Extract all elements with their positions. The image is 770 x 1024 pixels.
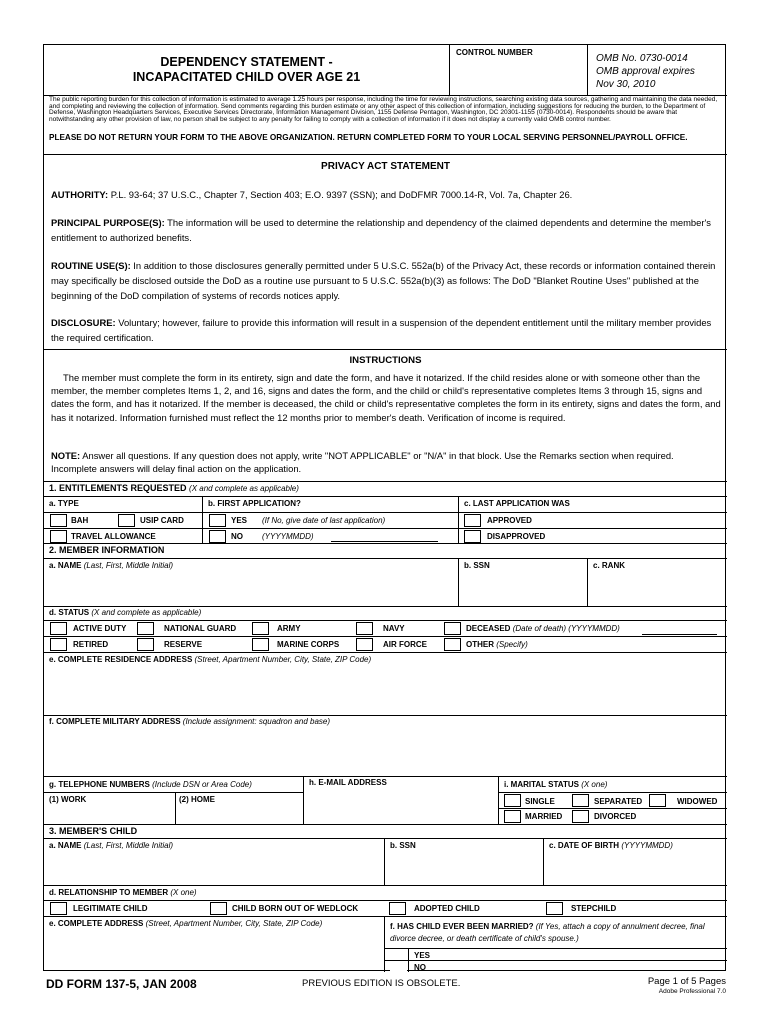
- deceased-label: [466, 624, 620, 634]
- child-name-label: [49, 841, 173, 851]
- residence-address-label: [49, 655, 371, 665]
- instructions-heading: INSTRUCTIONS: [349, 355, 422, 366]
- date-format-hint: (YYYYMMDD): [262, 532, 314, 541]
- other-title: OTHER: [466, 640, 494, 649]
- telephone-label: [49, 780, 252, 790]
- form-title: [44, 55, 449, 85]
- approved-checkbox[interactable]: [464, 514, 481, 527]
- member-name-note: (Last, First, Middle Initial): [83, 561, 174, 570]
- page-number: Page 1 of 5 Pages: [647, 976, 726, 987]
- last-application-date-field[interactable]: [331, 541, 438, 542]
- military-note: (Include assignment: squadron and base): [182, 717, 330, 726]
- authority-text: P.L. 93-64; 37 U.S.C., Chapter 7, Section 403; E.O. 9397 (SSN); and DoDFMR 7000.14-R, Vol. 7a, Chapter 26.: [110, 189, 573, 200]
- marital-title: i. MARITAL STATUS: [504, 780, 579, 789]
- disapproved-checkbox[interactable]: [464, 530, 481, 543]
- child-dob-title: c. DATE OF BIRTH: [549, 841, 620, 850]
- relationship-note: (X one): [170, 888, 197, 897]
- separated-checkbox[interactable]: [572, 794, 589, 807]
- disclosure-text: Voluntary; however, failure to provide this information will result in a suspension of the dependent entitlement until the military member provides the required certification.: [51, 317, 712, 343]
- return-warning: PLEASE DO NOT RETURN YOUR FORM TO THE ABOVE ORGANIZATION. RETURN COMPLETED FORM TO YOUR LOCAL SERVING PERSONNEL/PAYROLL OFFICE.: [49, 133, 688, 142]
- widowed-checkbox[interactable]: [649, 794, 666, 807]
- reserve-checkbox[interactable]: [137, 638, 154, 651]
- out-of-wedlock-label: CHILD BORN OUT OF WEDLOCK: [232, 904, 359, 913]
- child-address-title: e. COMPLETE ADDRESS: [49, 919, 144, 928]
- first-app-no-checkbox[interactable]: [209, 530, 226, 543]
- travel-allowance-checkbox[interactable]: [50, 530, 67, 543]
- form-title-line2: INCAPACITATED CHILD OVER AGE 21: [132, 70, 361, 84]
- control-number-label: CONTROL NUMBER: [456, 48, 533, 57]
- deceased-title: DECEASED: [466, 624, 511, 633]
- purpose-text: The information will be used to determine the relationship and dependency of the claimed dependents and determine the member's entitlement to authorized benefits.: [51, 217, 711, 243]
- authority-paragraph: [51, 187, 721, 202]
- first-application-label: b. FIRST APPLICATION?: [208, 499, 301, 508]
- active-duty-label: ACTIVE DUTY: [73, 624, 127, 633]
- usip-card-label: USIP CARD: [140, 516, 184, 525]
- section3-heading: 3. MEMBER'S CHILD: [49, 826, 138, 836]
- omb-number: OMB No. 0730-0014: [596, 53, 688, 64]
- child-married-no-checkbox[interactable]: [390, 961, 407, 971]
- form-title-line1: DEPENDENCY STATEMENT -: [160, 55, 333, 69]
- child-dob-note: (YYYYMMDD): [621, 841, 673, 850]
- army-label: ARMY: [277, 624, 301, 633]
- member-name-label: [49, 561, 173, 571]
- stepchild-checkbox[interactable]: [546, 902, 563, 915]
- national-guard-checkbox[interactable]: [137, 622, 154, 635]
- disclosure-label: DISCLOSURE:: [51, 317, 116, 328]
- legitimate-child-checkbox[interactable]: [50, 902, 67, 915]
- home-phone-label: (2) HOME: [179, 795, 215, 804]
- date-of-death-field[interactable]: [642, 634, 717, 635]
- type-label: a. TYPE: [49, 499, 79, 508]
- note-text: Answer all questions. If any question does not apply, write "NOT APPLICABLE" or "N/A" in that block. Use the Remarks section when required. Incomplete answers will delay final action on the application.: [51, 450, 674, 475]
- military-address-label: [49, 717, 330, 727]
- first-app-yes-checkbox[interactable]: [209, 514, 226, 527]
- note-label: NOTE:: [51, 450, 81, 461]
- widowed-label: WIDOWED: [677, 797, 718, 806]
- child-married-no-label: NO: [414, 963, 426, 972]
- form-id: DD FORM 137-5, JAN 2008: [46, 977, 197, 991]
- bah-checkbox[interactable]: [50, 514, 67, 527]
- telephone-note: (Include DSN or Area Code): [152, 780, 252, 789]
- legitimate-child-label: LEGITIMATE CHILD: [73, 904, 148, 913]
- air-force-checkbox[interactable]: [356, 638, 373, 651]
- marital-status-label: [504, 780, 607, 790]
- omb-expires: OMB approval expires: [596, 66, 695, 77]
- routine-use-paragraph: [51, 258, 721, 303]
- status-note: (X and complete as applicable): [91, 608, 202, 617]
- other-checkbox[interactable]: [444, 638, 461, 651]
- deceased-note: (Date of death) (YYYYMMDD): [512, 624, 620, 633]
- routine-label: ROUTINE USE(S):: [51, 260, 131, 271]
- status-title: d. STATUS: [49, 608, 90, 617]
- burden-statement: The public reporting burden for this collection of information is estimated to average 1.25 hours per response, including the time for reviewing instructions, searching existing data sources, gathering and maintaining the data needed, and completing and reviewing the collection of information. Send comments regarding this burden estimate or any other aspect of this collection of information, including suggestions for reducing the burden, to the Department of Defense, Washington Headquarters Services, Executive Services Directorate, Information Management Division, 1155 Defense Pentagon, Washington, DC 20301-1155 (0730-0014). Respondents should be aware that notwithstanding any other provision of law, no person shall be subject to any penalty for failing to comply with a collection of information if it does not display a currently valid OMB control number.: [49, 96, 718, 124]
- divorced-label: DIVORCED: [594, 812, 637, 821]
- section1-title: 1. ENTITLEMENTS REQUESTED: [49, 483, 187, 493]
- residence-note: (Street, Apartment Number, City, State, ZIP Code): [194, 655, 372, 664]
- other-label: [466, 640, 528, 650]
- first-app-no-label: NO: [231, 532, 243, 541]
- retired-label: RETIRED: [73, 640, 109, 649]
- deceased-checkbox[interactable]: [444, 622, 461, 635]
- routine-text: In addition to those disclosures generally permitted under 5 U.S.C. 552a(b) of the Privacy Act, these records or information contained therein may specifically be disclosed outside the DoD as a routine use pursuant to 5 U.S.C. 552a(b)(3) as follows: The DoD "Blanket Routine Uses" published at the beginning of the DoD compilation of systems of records notices apply.: [51, 260, 716, 301]
- navy-checkbox[interactable]: [356, 622, 373, 635]
- authority-label: AUTHORITY:: [51, 189, 109, 200]
- active-duty-checkbox[interactable]: [50, 622, 67, 635]
- stepchild-label: STEPCHILD: [571, 904, 617, 913]
- national-guard-label: NATIONAL GUARD: [164, 624, 237, 633]
- disapproved-label: DISAPPROVED: [487, 532, 546, 541]
- child-ssn-label: b. SSN: [390, 841, 416, 850]
- single-label: SINGLE: [525, 797, 555, 806]
- air-force-label: AIR FORCE: [383, 640, 427, 649]
- single-checkbox[interactable]: [504, 794, 521, 807]
- section2-heading: 2. MEMBER INFORMATION: [49, 545, 165, 555]
- child-married-question: [390, 921, 720, 945]
- married-label: MARRIED: [525, 812, 563, 821]
- bah-label: BAH: [71, 516, 89, 525]
- marital-note: (X one): [581, 780, 608, 789]
- member-name-title: a. NAME: [49, 561, 82, 570]
- army-checkbox[interactable]: [252, 622, 269, 635]
- travel-allowance-label: TRAVEL ALLOWANCE: [71, 532, 156, 541]
- last-application-label: c. LAST APPLICATION WAS: [464, 499, 570, 508]
- adopted-child-checkbox[interactable]: [389, 902, 406, 915]
- child-address-note: (Street, Apartment Number, City, State, ZIP Code): [145, 919, 323, 928]
- out-of-wedlock-checkbox[interactable]: [210, 902, 227, 915]
- disclosure-paragraph: [51, 315, 721, 345]
- navy-label: NAVY: [383, 624, 405, 633]
- child-name-note: (Last, First, Middle Initial): [83, 841, 174, 850]
- purpose-label: PRINCIPAL PURPOSE(S):: [51, 217, 165, 228]
- child-name-title: a. NAME: [49, 841, 82, 850]
- status-label: [49, 608, 201, 618]
- relationship-label: [49, 888, 197, 898]
- military-title: f. COMPLETE MILITARY ADDRESS: [49, 717, 181, 726]
- adopted-child-label: ADOPTED CHILD: [414, 904, 480, 913]
- child-dob-label: [549, 841, 673, 851]
- usip-card-checkbox[interactable]: [118, 514, 135, 527]
- work-phone-label: (1) WORK: [49, 795, 87, 804]
- first-app-yes-note: (If No, give date of last application): [262, 516, 386, 525]
- retired-checkbox[interactable]: [50, 638, 67, 651]
- telephone-title: g. TELEPHONE NUMBERS: [49, 780, 150, 789]
- child-married-title: f. HAS CHILD EVER BEEN MARRIED?: [390, 922, 534, 931]
- obsolete-notice: PREVIOUS EDITION IS OBSOLETE.: [302, 978, 461, 989]
- married-checkbox[interactable]: [504, 810, 521, 823]
- software-note: Adobe Professional 7.0: [658, 988, 726, 995]
- other-note: (Specify): [496, 640, 528, 649]
- privacy-act-heading: PRIVACY ACT STATEMENT: [321, 161, 450, 172]
- section1-heading: [49, 483, 299, 494]
- child-married-yes-checkbox[interactable]: [390, 949, 407, 960]
- section1-note: (X and complete as applicable): [189, 484, 299, 493]
- first-app-yes-label: YES: [231, 516, 248, 525]
- email-label: h. E-MAIL ADDRESS: [309, 778, 387, 787]
- divorced-checkbox[interactable]: [572, 810, 589, 823]
- residence-title: e. COMPLETE RESIDENCE ADDRESS: [49, 655, 193, 664]
- instructions-text: The member must complete the form in its entirety, sign and date the form, and have it notarized. If the child resides alone or with someone other than the member, the member completes Items 1, 2, and 16, signs and dates the form, and the child or child's representative completes Items 3 through 15, signs and dates the form, and has it notarized. If the member is deceased, the child or child's representative completes the form in its entirety, signs and dates the form, and has it notarized. Information furnished must reflect the 12 months prior to member's death. Verification of income is required.: [51, 372, 721, 423]
- reserve-label: RESERVE: [164, 640, 203, 649]
- child-address-label: [49, 919, 322, 929]
- approved-label: APPROVED: [487, 516, 532, 525]
- note-paragraph: [51, 449, 721, 475]
- marine-corps-label: MARINE CORPS: [277, 640, 340, 649]
- member-ssn-label: b. SSN: [464, 561, 490, 570]
- member-rank-label: c. RANK: [593, 561, 626, 570]
- omb-block: [596, 52, 695, 91]
- child-married-note: (If Yes, attach a copy of annulment decree, final divorce decree, or death certificate of child's spouse.): [390, 922, 705, 943]
- omb-date: Nov 30, 2010: [596, 79, 656, 90]
- form-page: [43, 44, 726, 971]
- purpose-paragraph: [51, 215, 721, 245]
- separated-label: SEPARATED: [594, 797, 643, 806]
- relationship-title: d. RELATIONSHIP TO MEMBER: [49, 888, 169, 897]
- marine-corps-checkbox[interactable]: [252, 638, 269, 651]
- child-married-yes-label: YES: [414, 951, 431, 960]
